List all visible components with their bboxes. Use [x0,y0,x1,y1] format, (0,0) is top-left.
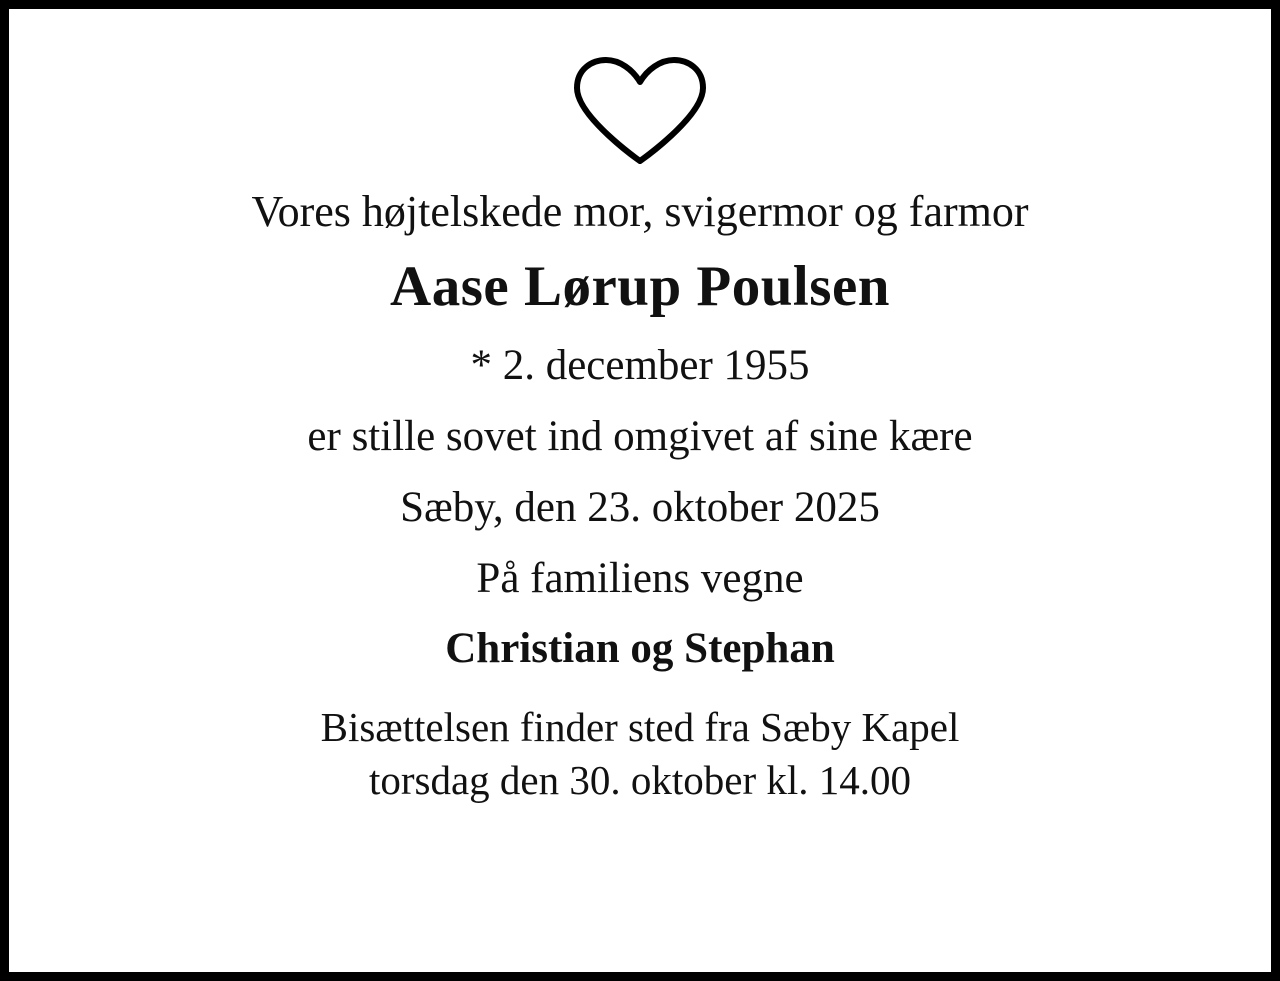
funeral-details [9,701,1271,808]
survivors-names: Christian og Stephan [445,624,835,672]
funeral-line-2: torsdag den 30. oktober kl. 14.00 [368,757,912,804]
deceased-name: Aase Lørup Poulsen [390,255,890,319]
place-and-date: Sæby, den 23. oktober 2025 [400,484,880,532]
intro-text: Vores højtelskede mor, svigermor og farmor [251,187,1029,236]
birth-date: * 2. december 1955 [470,342,810,390]
funeral-line-1: Bisættelsen finder sted fra Sæby Kapel [320,703,960,750]
on-behalf-text: På familiens vegne [476,555,804,603]
heart-icon [567,55,713,167]
obituary-card [9,9,1271,972]
passing-text: er stille sovet ind omgivet af sine kære [307,413,973,461]
